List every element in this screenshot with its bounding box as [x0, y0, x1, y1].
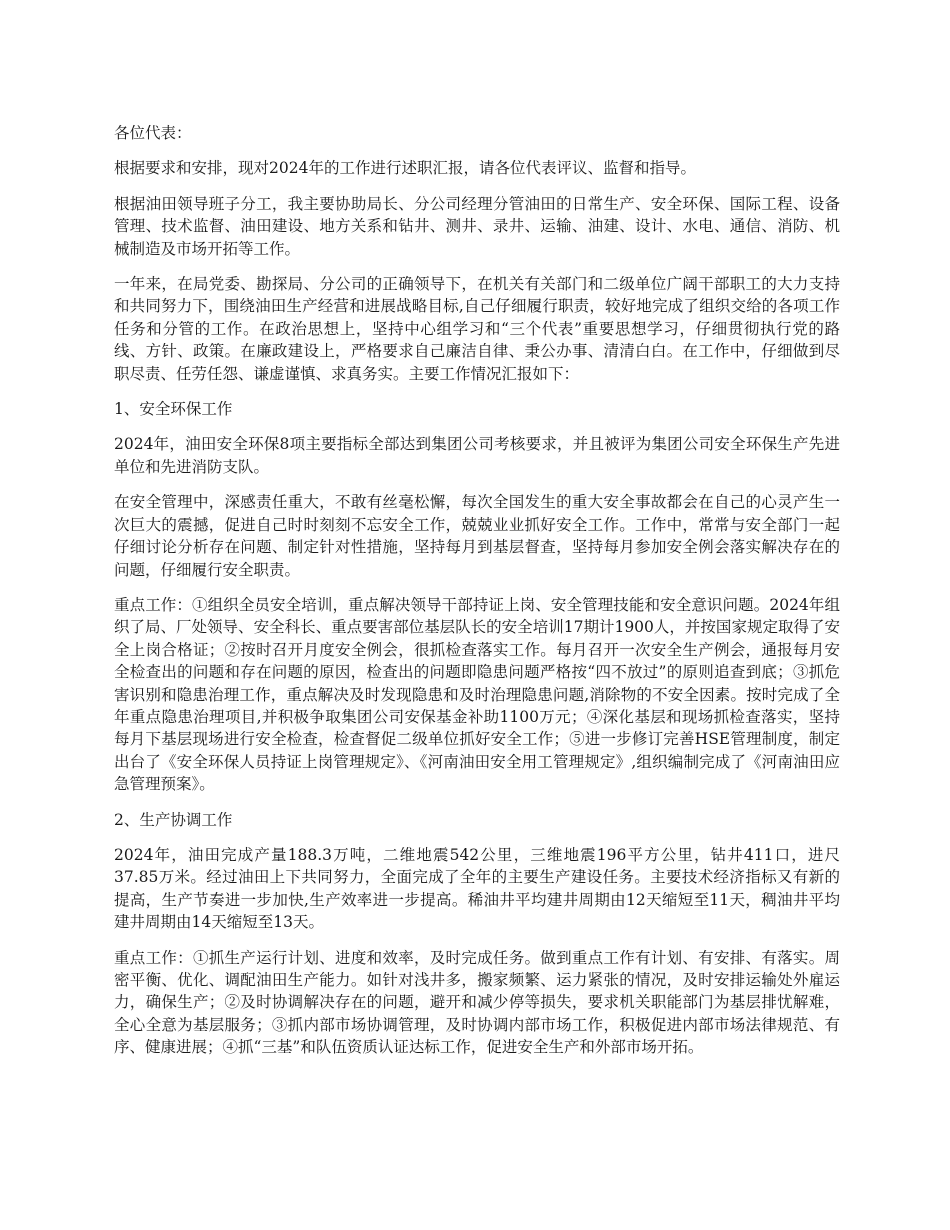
paragraph-production-key-work: 重点工作：①抓生产运行计划、进度和效率，及时完成任务。做到重点工作有计划、有安排、有落实。周密平衡、优化、调配油田生产能力。如针对浅井多，搬家频繁、运力紧张的情况，及时安排运输处外雇运力，确保生产；②及时协调解决存在的问题，避开和减少停等损失，要求机关职能部门为基层排忧解难，全心全意为基层服务；③抓内部市场协调管理，及时协调内部市场工作，积极促进内部市场法律规范、有序、健康进展；④抓“三基”和队伍资质认证达标工作，促进安全生产和外部市场开拓。 [114, 948, 840, 1057]
paragraph-responsibilities: 根据油田领导班子分工，我主要协助局长、分公司经理分管油田的日常生产、安全环保、国际工程、设备管理、技术监督、油田建设、地方关系和钻井、测井、录井、运输、油建、设计、水电、通信、消防、机械制造及市场开拓等工作。 [114, 194, 840, 258]
paragraph-safety-results: 2024年，油田安全环保8项主要指标全部达到集团公司考核要求，并且被评为集团公司安全环保生产先进单位和先进消防支队。 [114, 435, 840, 476]
paragraph-summary: 一年来，在局党委、勘探局、分公司的正确领导下，在机关有关部门和二级单位广阔干部职工的大力支持和共同努力下，围绕油田生产经营和进展战略目标,自己仔细履行职责，较好地完成了组织交给的各项工作任务和分管的工作。在政治思想上，坚持中心组学习和“三个代表”重要思想学习，仔细贯彻执行党的路线、方针、政策。在廉政建设上，严格要求自己廉洁自律、秉公办事、清清白白。在工作中，仔细做到尽职尽责、任劳任怨、谦虚谨慎、求真务实。主要工作情况汇报如下： [114, 275, 840, 383]
paragraph-production-results: 2024年，油田完成产量188.3万吨，二维地震542公里，三维地震196平方公里，钻井411口，进尺37.85万米。经过油田上下共同努力，全面完成了全年的主要生产建设任务。主要技术经济指标又有新的提高，生产节奏进一步加快,生产效率进一步提高。稀油井平均建井周期由12天缩短至11天，稠油井平均建井周期由14天缩短至13天。 [114, 845, 840, 932]
section-heading-production: 2、生产协调工作 [114, 810, 233, 829]
section-heading-safety: 1、安全环保工作 [114, 400, 233, 419]
document-body [114, 122, 840, 1072]
paragraph-safety-management: 在安全管理中，深感责任重大，不敢有丝毫松懈，每次全国发生的重大安全事故都会在自己的心灵产生一次巨大的震撼，促进自己时时刻刻不忘安全工作，兢兢业业抓好安全工作。工作中，常常与安全部门一起仔细讨论分析存在问题、制定针对性措施，坚持每月到基层督查，坚持每月参加安全例会落实解决存在的问题，仔细履行安全职责。 [114, 493, 840, 579]
salutation: 各位代表： [114, 124, 192, 142]
paragraph-safety-key-work: 重点工作：①组织全员安全培训，重点解决领导干部持证上岗、安全管理技能和安全意识问题。2024年组织了局、厂处领导、安全科长、重点要害部位基层队长的安全培训17期计1900人，并按国家规定取得了安全上岗合格证；②按时召开月度安全例会，很抓检查落实工作。每月召开一次安全生产例会，通报每月安全检查出的问题和存在问题的原因，检查出的问题即隐患问题严格按“四不放过”的原则追查到底；③抓危害识别和隐患治理工作，重点解决及时发现隐患和及时治理隐患问题,消除物的不安全因素。按时完成了全年重点隐患治理项目,并积极争取集团公司安保基金补助1100万元；④深化基层和现场抓检查落实，坚持每月下基层现场进行安全检查，检查督促二级单位抓好安全工作；⑤进一步修订完善HSE管理制度，制定出台了《安全环保人员持证上岗管理规定》、《河南油田安全用工管理规定》,组织编制完成了《河南油田应急管理预案》。 [114, 595, 840, 794]
paragraph-intro: 根据要求和安排，现对2024年的工作进行述职汇报，请各位代表评议、监督和指导。 [114, 159, 696, 178]
